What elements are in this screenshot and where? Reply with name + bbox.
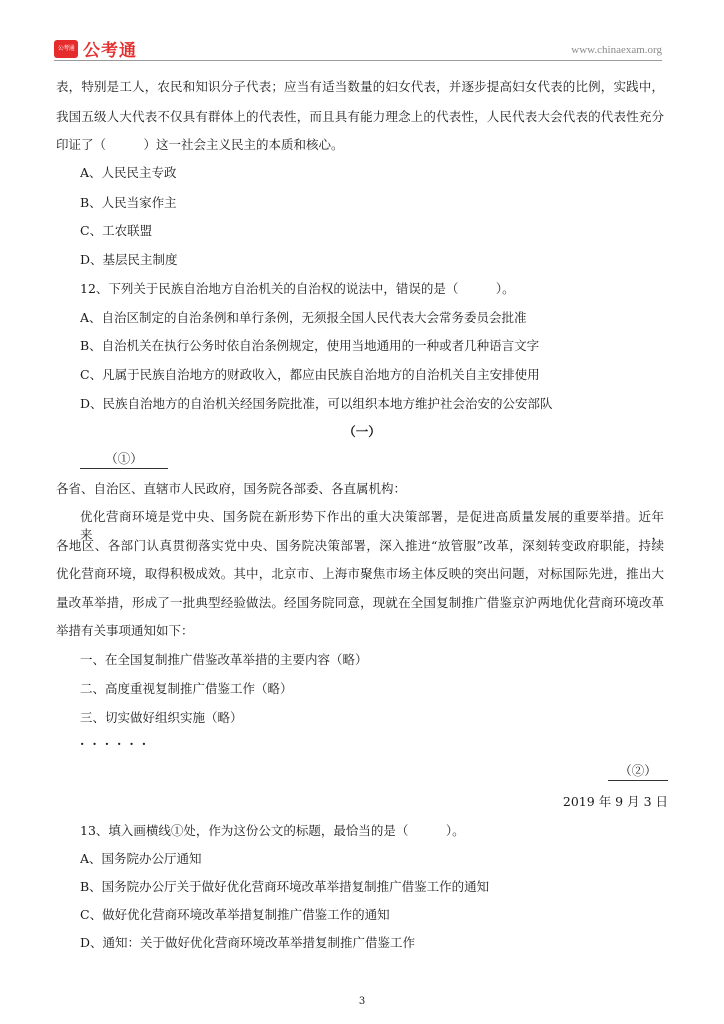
body-line-1: 优化营商环境是党中央、国务院在新形势下作出的重大决策部署，是促进高质量发展的重要举措。近年来，: [80, 509, 664, 542]
passage-item-2: 二、高度重视复制推广借鉴工作（略）: [80, 681, 293, 696]
q11-option-c[interactable]: C、工农联盟: [80, 223, 153, 238]
passage-item-3: 三、切实做好组织实施（略）: [80, 710, 243, 725]
q12-option-d[interactable]: D、民族自治地方的自治机关经国务院批准，可以组织本地方维护社会治安的公安部队: [80, 396, 553, 411]
q12-option-b[interactable]: B、自治机关在执行公务时依自治条例规定，使用当地通用的一种或者几种语言文字: [80, 338, 540, 353]
passage-heading: （一）: [343, 424, 381, 439]
body-line-5: 举措有关事项通知如下：: [56, 623, 194, 638]
addressee: 各省、自治区、直辖市人民政府，国务院各部委、各直属机构：: [56, 481, 407, 496]
title-blank-1: （①）: [80, 450, 168, 469]
logo-badge: 公考通: [54, 40, 78, 58]
body-line-3: 优化营商环境，取得积极成效。其中，北京市、上海市聚焦市场主体反映的突出问题，对标国际先进，推出大: [56, 566, 664, 581]
q13-option-a[interactable]: A、国务院办公厅通知: [80, 851, 202, 866]
q11-line-3: 印证了（ ）这一社会主义民主的本质和核心。: [56, 137, 344, 152]
q13-option-d[interactable]: D、通知：关于做好优化营商环境改革举措复制推广借鉴工作: [80, 935, 416, 950]
q11-line-2: 我国五级人大代表不仅具有群体上的代表性，而且具有能力理念上的代表性，人民代表大会代表的代表性充分: [56, 109, 664, 124]
q12-option-c[interactable]: C、凡属于民族自治地方的财政收入，都应由民族自治地方的自治机关自主安排使用: [80, 367, 540, 382]
title-blank-2: （②）: [608, 762, 668, 781]
site-url[interactable]: www.chinaexam.org: [571, 44, 662, 56]
q13-option-b[interactable]: B、国务院办公厅关于做好优化营商环境改革举措复制推广借鉴工作的通知: [80, 879, 490, 894]
ellipsis: ······: [80, 736, 155, 751]
body-line-4: 量改革举措，形成了一批典型经验做法。经国务院同意，现就在全国复制推广借鉴京沪两地优化营商环境改革: [56, 595, 664, 610]
q13-option-c[interactable]: C、做好优化营商环境改革举措复制推广借鉴工作的通知: [80, 907, 390, 922]
q11-option-d[interactable]: D、基层民主制度: [80, 252, 178, 267]
site-logo[interactable]: [54, 36, 137, 61]
document-date: 2019 年 9 月 3 日: [562, 794, 668, 809]
page-number: 3: [358, 996, 366, 1007]
q12-stem: 12、下列关于民族自治地方自治机关的自治权的说法中，错误的是（ ）。: [80, 281, 515, 296]
logo-name: 公考通: [83, 41, 137, 61]
q11-line-1: 表，特别是工人，农民和知识分子代表；应当有适当数量的妇女代表，并逐步提高妇女代表的比例，实践中，: [56, 79, 664, 94]
body-line-2: 各地区、各部门认真贯彻落实党中央、国务院决策部署，深入推进“放管服”改革，深刻转变政府职能，持续: [56, 538, 664, 553]
q11-option-a[interactable]: A、人民民主专政: [80, 165, 177, 180]
q12-option-a[interactable]: A、自治区制定的自治条例和单行条例，无须报全国人民代表大会常务委员会批准: [80, 310, 527, 325]
q13-stem: 13、填入画横线①处，作为这份公文的标题，最恰当的是（ ）。: [80, 823, 465, 838]
q11-option-b[interactable]: B、人民当家作主: [80, 195, 177, 210]
page-header: [54, 30, 662, 61]
passage-item-1: 一、在全国复制推广借鉴改革举措的主要内容（略）: [80, 652, 368, 667]
